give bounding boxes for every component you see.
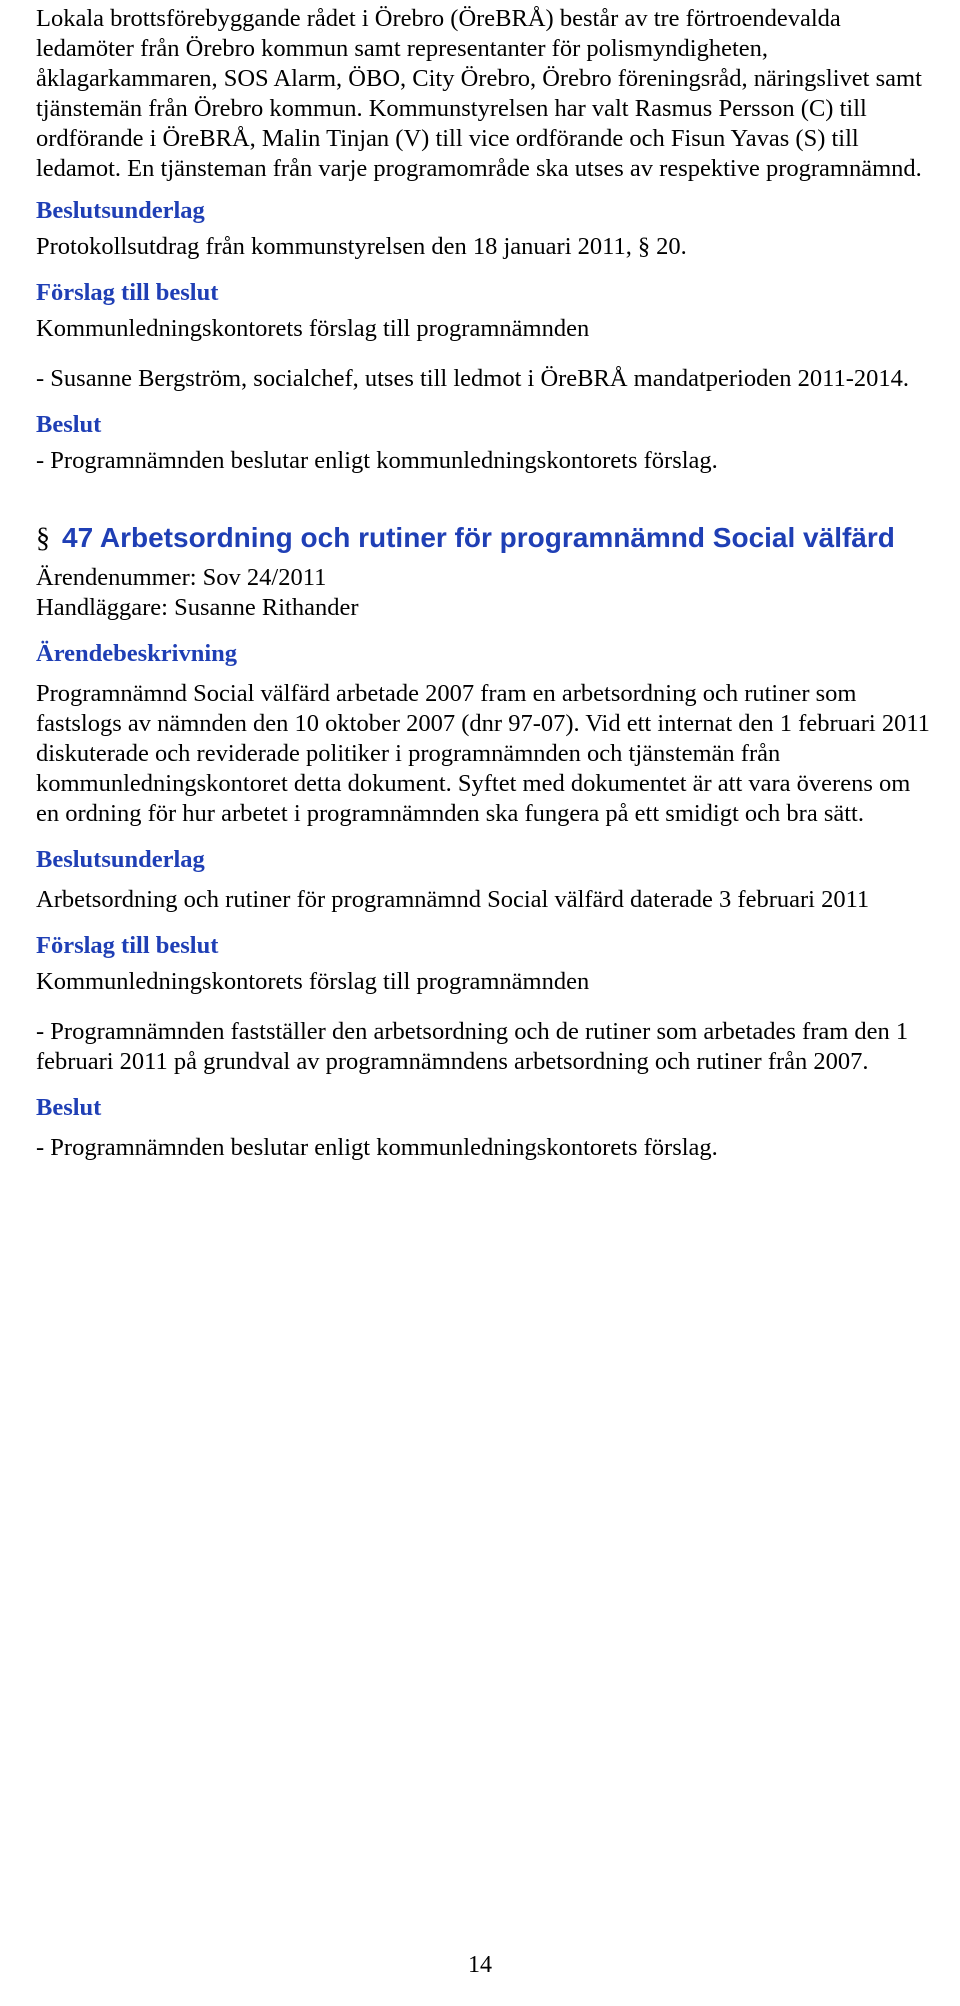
section-47-beslutsunderlag-heading: Beslutsunderlag [36,846,205,873]
arendenummer: Ärendenummer: Sov 24/2011 [36,564,327,591]
beslutsunderlag-text-before: Protokollsutdrag från kommunstyrelsen den 18 januari 2011, [36,233,632,260]
section-47-forslag-heading: Förslag till beslut [36,932,219,959]
beslutsunderlag-heading: Beslutsunderlag [36,197,205,224]
section-47-title-text: 47 Arbetsordning och rutiner för programnämnd Social välfärd [62,522,895,553]
forslag-item: - Susanne Bergström, socialchef, utses till ledmot i ÖreBRÅ mandatperioden 2011-2014. [36,365,909,392]
section-47-beslut-text: - Programnämnden beslutar enligt kommunledningskontorets förslag. [36,1134,718,1161]
handlaggare: Handläggare: Susanne Rithander [36,594,359,621]
forslag-text: Kommunledningskontorets förslag till programnämnden [36,315,590,342]
beslut-heading: Beslut [36,411,102,438]
beslutsunderlag-text [36,232,936,262]
section-47-beslut-heading: Beslut [36,1094,102,1121]
page-number: 14 [468,1952,492,1978]
arendebeskrivning-heading: Ärendebeskrivning [36,640,238,667]
section-47-symbol: § [36,523,50,554]
section-47-forslag-text: Kommunledningskontorets förslag till programnämnden [36,968,590,995]
section-symbol: § [637,233,651,260]
arendebeskrivning-text: Programnämnd Social välfärd arbetade 2007 fram en arbetsordning och rutiner som fastslogs av nämnden den 10 oktober 2007 (dnr 97-07). Vid ett internat den 1 februari 2011 diskuterade och reviderade politiker i programnämnden och tjänstemän från kommunledningskontoret detta dokument. Syftet med dokumentet är att vara överens om en ordning för hur arbetet i programnämnden ska fungera på ett smidigt och bra sätt. [36,680,930,827]
page-content [36,4,936,1163]
beslut-text: - Programnämnden beslutar enligt kommunledningskontorets förslag. [36,447,718,474]
section-47-title [36,520,936,557]
intro-paragraph: Lokala brottsförebyggande rådet i Örebro (ÖreBRÅ) består av tre förtroendevalda ledamöter från Örebro kommun samt representanter för polismyndigheten, åklagarkammaren, SOS Alarm, ÖBO, City Örebro, Örebro föreningsråd, näringslivet samt tjänstemän från Örebro kommun. Kommunstyrelsen har valt Rasmus Persson (C) till ordförande i ÖreBRÅ, Malin Tinjan (V) till vice ordförande och Fisun Yavas (S) till ledamot. En tjänsteman från varje programområde ska utses av respektive programnämnd. [36,5,922,182]
forslag-heading: Förslag till beslut [36,279,219,306]
beslutsunderlag-text-after: 20. [656,233,687,260]
section-47-forslag-item: - Programnämnden fastställer den arbetsordning och de rutiner som arbetades fram den 1 februari 2011 på grundval av programnämndens arbetsordning och rutiner från 2007. [36,1018,909,1075]
section-47-beslutsunderlag-text: Arbetsordning och rutiner för programnämnd Social välfärd daterade 3 februari 2011 [36,886,870,913]
